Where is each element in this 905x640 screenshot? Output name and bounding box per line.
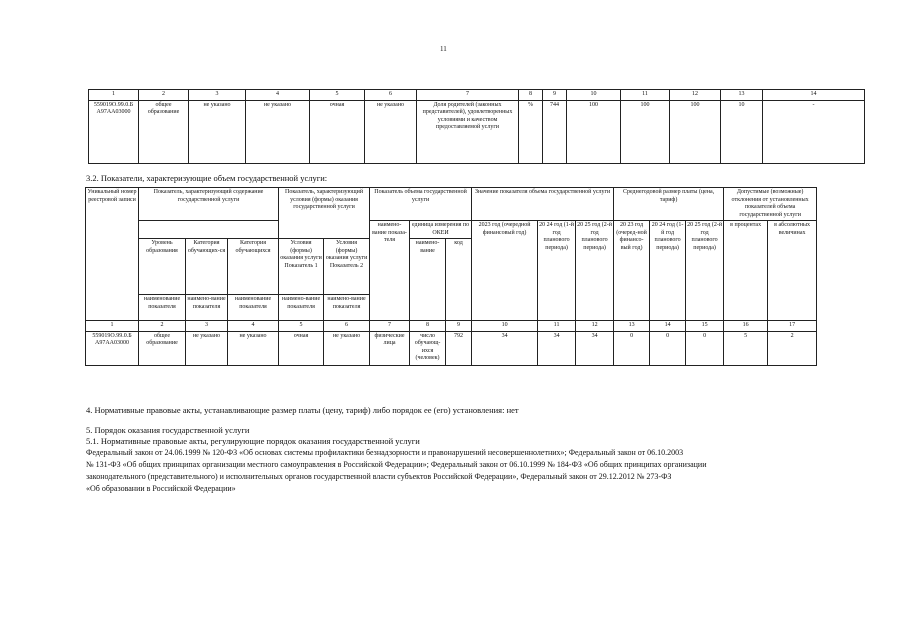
cell: число обучающ-ихся (человек)	[410, 331, 446, 365]
header-num: 9	[446, 321, 472, 332]
header-num: 9	[543, 90, 567, 101]
cell: общее образование	[139, 331, 186, 365]
header-value: Значение показателя объема государственной услуги	[472, 188, 614, 221]
cell: 100	[621, 100, 670, 163]
cell: 0	[614, 331, 650, 365]
header-level: Уровень образования	[139, 239, 186, 295]
cell: 34	[538, 331, 576, 365]
header-num: 12	[670, 90, 721, 101]
cell: 559019О.99.0.Б А97АА03000	[89, 100, 139, 163]
header-num: 14	[650, 321, 686, 332]
header-price-2023: 20 23 год (очеред-ной финансо-вый год)	[614, 221, 650, 321]
header-year-2024: 20 24 год (1-й год планового периода)	[538, 221, 576, 321]
volume-indicators-table	[85, 187, 817, 366]
cell: 0	[650, 331, 686, 365]
table-row	[89, 100, 865, 163]
header-num: 1	[86, 321, 139, 332]
cell: не указано	[186, 331, 228, 365]
header-indicator-name-1: наименование показателя	[139, 295, 186, 321]
cell: 0	[686, 331, 724, 365]
header-num: 2	[139, 321, 186, 332]
cell: не указано	[246, 100, 310, 163]
header-category-2: Категория обучающихся	[228, 239, 279, 295]
cell: 100	[567, 100, 621, 163]
cell: очная	[279, 331, 324, 365]
header-num: 3	[186, 321, 228, 332]
header-absolute: в абсолютных величинах	[768, 221, 817, 321]
header-price-2024: 20 24 год (1-й год планового периода)	[650, 221, 686, 321]
header-unique-number: Уникальный номер реестровой записи	[86, 188, 139, 321]
header-price: Среднегодовой размер платы (цена, тариф)	[614, 188, 724, 221]
cell: 2	[768, 331, 817, 365]
cell: 559019О.99.0.Б А97АА03000	[86, 331, 139, 365]
header-category-1: Категория обучающих-ся	[186, 239, 228, 295]
header-price-2025: 20 25 год (2-й год планового периода)	[686, 221, 724, 321]
header-indicator-name-5: наимено-вание показателя	[324, 295, 370, 321]
table-header-numbers	[89, 90, 865, 101]
header-num: 15	[686, 321, 724, 332]
header-indicator-name: наимено-вание показа-теля	[370, 221, 410, 321]
section-4-text: 4. Нормативные правовые акты, устанавливающие размер платы (цену, тариф) либо порядок ее (его) установления: нет	[86, 405, 519, 415]
header-num: 16	[724, 321, 768, 332]
header-unit: единица измерения по ОКЕИ	[410, 221, 472, 239]
section-5-1-heading: 5.1. Нормативные правовые акты, регулирующие порядок оказания государственной услуги	[86, 436, 420, 446]
header-percent: в процентах	[724, 221, 768, 321]
header-num: 4	[228, 321, 279, 332]
cell: %	[519, 100, 543, 163]
quality-indicators-table	[88, 89, 865, 164]
header-volume: Показатель объема государственной услуги	[370, 188, 472, 221]
header-num: 8	[519, 90, 543, 101]
cell: не указано	[228, 331, 279, 365]
header-num: 6	[365, 90, 417, 101]
law-line: законодательного (представительного) и исполнительных органов государственной власти субъектов Российской Федерации», Федеральный закон от 29.12.2012 № 273-ФЗ	[86, 472, 672, 481]
header-num: 10	[567, 90, 621, 101]
cell: 100	[670, 100, 721, 163]
spacer	[139, 221, 279, 239]
header-num: 7	[417, 90, 519, 101]
cell: очная	[310, 100, 365, 163]
cell: не указано	[189, 100, 246, 163]
header-num: 5	[310, 90, 365, 101]
header-num: 11	[538, 321, 576, 332]
header-num: 13	[721, 90, 763, 101]
header-num: 11	[621, 90, 670, 101]
header-num: 14	[763, 90, 865, 101]
header-year-2023: 2023 год (очередной финансовый год)	[472, 221, 538, 321]
header-indicator-name-4: наимено-вание показателя	[279, 295, 324, 321]
header-content: Показатель, характеризующий содержание государственной услуги	[139, 188, 279, 221]
header-num: 12	[576, 321, 614, 332]
cell: 10	[721, 100, 763, 163]
header-num: 1	[89, 90, 139, 101]
cell: 792	[446, 331, 472, 365]
cell: 744	[543, 100, 567, 163]
law-line: «Об образовании в Российской Федерации»	[86, 484, 236, 493]
page-number: 11	[440, 45, 447, 53]
header-num: 7	[370, 321, 410, 332]
cell: -	[763, 100, 865, 163]
header-unit-name: наимено-вание	[410, 239, 446, 321]
header-num: 17	[768, 321, 817, 332]
law-line: Федеральный закон от 24.06.1999 № 120-ФЗ «Об основах системы профилактики безнадзорности и правонарушений несовершеннолетних»; Федеральный закон от 06.10.2003	[86, 448, 684, 457]
header-indicator-name-2: наимено-вание показателя	[186, 295, 228, 321]
header-num: 10	[472, 321, 538, 332]
header-num: 4	[246, 90, 310, 101]
header-condition-2: Условия (формы) оказания услуги Показатель 2	[324, 239, 370, 295]
table-row	[86, 331, 817, 365]
section-5-heading: 5. Порядок оказания государственной услуги	[86, 425, 250, 435]
header-num: 8	[410, 321, 446, 332]
header-num: 5	[279, 321, 324, 332]
header-num: 2	[139, 90, 189, 101]
cell: 5	[724, 331, 768, 365]
header-conditions: Показатель, характеризующий условия (формы) оказания государственной услуги	[279, 188, 370, 239]
header-condition-1: Условия (формы) оказания услуги Показатель 1	[279, 239, 324, 295]
section-3-2-heading: 3.2. Показатели, характеризующие объем государственной услуги:	[86, 173, 328, 183]
cell: 34	[472, 331, 538, 365]
cell: Доля родителей (законных представителей), удовлетворенных условиями и качеством предоставляемой услуги	[417, 100, 519, 163]
header-year-2025: 20 25 год (2-й год планового периода)	[576, 221, 614, 321]
cell: не указано	[365, 100, 417, 163]
cell: 34	[576, 331, 614, 365]
cell: не указано	[324, 331, 370, 365]
header-code: код	[446, 239, 472, 321]
header-num: 3	[189, 90, 246, 101]
header-indicator-name-3: наименование показателя	[228, 295, 279, 321]
cell: физические лица	[370, 331, 410, 365]
table-header-numbers	[86, 321, 817, 332]
header-num: 13	[614, 321, 650, 332]
law-line: № 131-ФЗ «Об общих принципах организации местного самоуправления в Российской Федерации»; Федеральный закон от 06.10.1999 № 184-ФЗ «Об общих принципах организации	[86, 460, 707, 469]
header-num: 6	[324, 321, 370, 332]
cell: общее образование	[139, 100, 189, 163]
header-deviation: Допустимые (возможные) отклонения от установленных показателей объема государственной услуги	[724, 188, 817, 221]
